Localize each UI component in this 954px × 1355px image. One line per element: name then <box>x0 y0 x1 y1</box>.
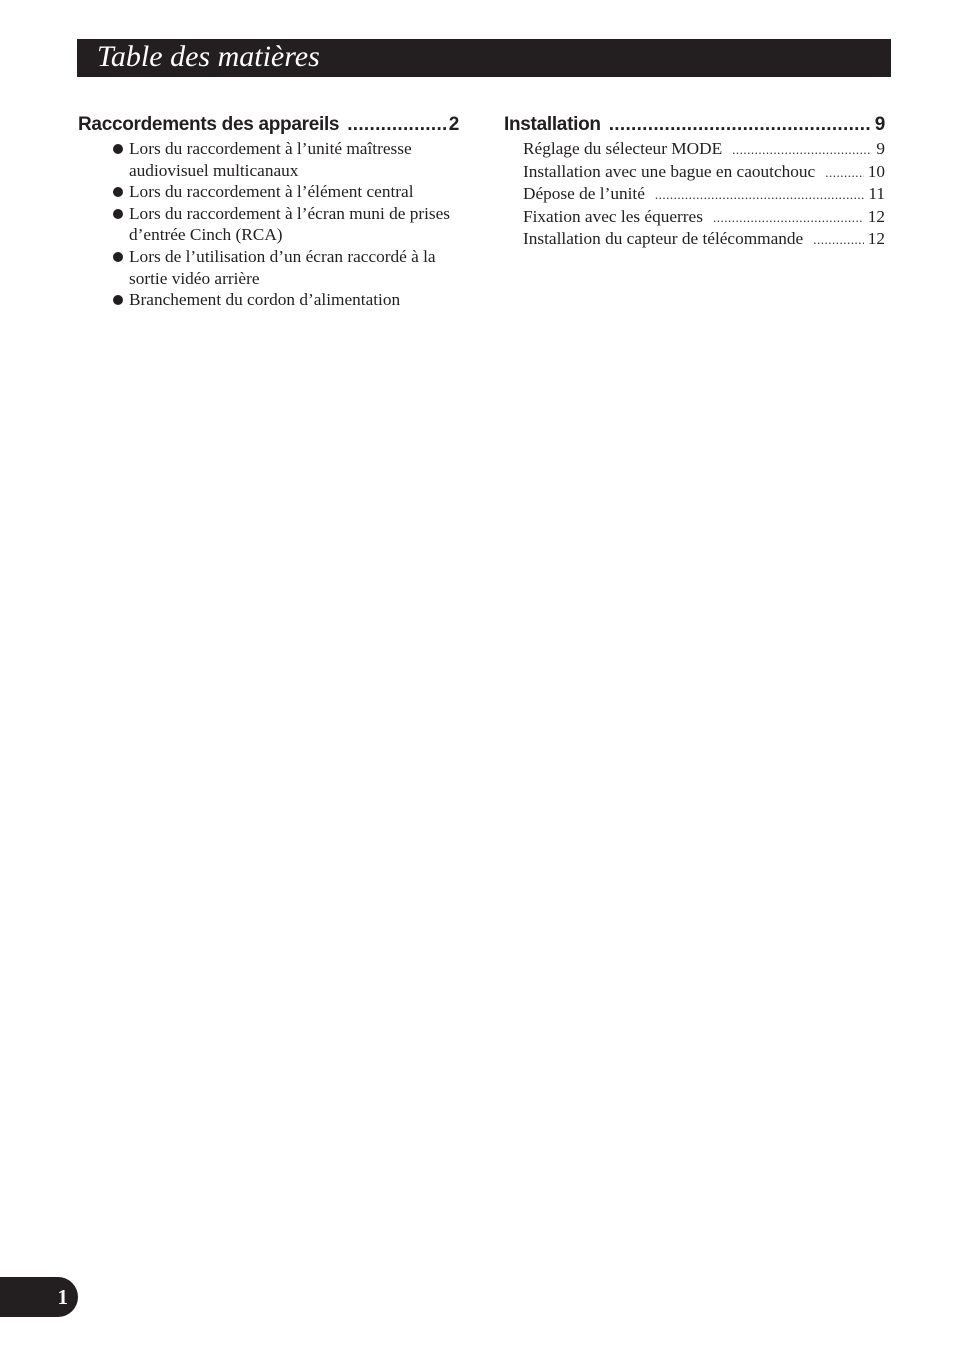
list-item-text: Lors du raccordement à l’élément central <box>129 182 414 202</box>
list-item[interactable] <box>129 181 459 203</box>
toc-entry-label: Fixation avec les équerres <box>523 206 703 226</box>
list-item[interactable] <box>129 138 459 181</box>
page-number-tab <box>0 1277 78 1317</box>
bullet-icon <box>113 209 123 219</box>
toc-entry[interactable] <box>523 138 885 161</box>
toc-entry-label: Réglage du sélecteur MODE <box>523 139 723 158</box>
list-item[interactable] <box>129 203 459 246</box>
toc-entry-page: 12 <box>867 229 885 249</box>
toc-entry[interactable] <box>523 183 885 206</box>
dot-leader <box>732 139 872 161</box>
list-item[interactable] <box>129 246 459 289</box>
dot-leader <box>609 112 872 138</box>
bullet-icon <box>113 144 123 154</box>
toc-entry-page: 10 <box>867 161 885 181</box>
toc-heading-raccordements[interactable] <box>78 112 459 138</box>
toc-heading-page: 9 <box>874 114 885 135</box>
toc-heading-installation[interactable] <box>504 112 885 138</box>
dot-leader <box>347 112 446 138</box>
dot-leader <box>813 229 863 251</box>
toc-column-left <box>78 112 459 311</box>
bullet-icon <box>113 252 123 262</box>
dot-leader <box>825 162 864 184</box>
toc-entry-list <box>504 138 885 251</box>
bullet-icon <box>113 295 123 305</box>
toc-entry-label: Installation du capteur de télécommande <box>523 229 804 249</box>
toc-entry-page: 12 <box>867 206 885 226</box>
list-item[interactable] <box>129 289 459 311</box>
list-item-text: Lors du raccordement à l’écran muni de prises d’entrée Cinch (RCA) <box>129 203 451 245</box>
bullet-list <box>78 138 459 311</box>
toc-heading-page: 2 <box>448 114 459 135</box>
list-item-text: Lors du raccordement à l’unité maîtresse audiovisuel multicanaux <box>129 139 412 180</box>
toc-heading-label: Installation <box>504 114 601 135</box>
title-bar <box>77 39 891 77</box>
bullet-icon <box>113 187 123 197</box>
toc-entry[interactable] <box>523 161 885 184</box>
list-item-text: Branchement du cordon d’alimentation <box>129 290 401 310</box>
toc-entry-page: 11 <box>868 184 885 204</box>
toc-entry[interactable] <box>523 228 885 251</box>
toc-entry-label: Dépose de l’unité <box>523 184 645 204</box>
page-title: Table des matières <box>97 40 320 73</box>
dot-leader <box>713 207 864 229</box>
page-number: 1 <box>57 1285 68 1309</box>
toc-entry[interactable] <box>523 206 885 229</box>
toc-heading-label: Raccordements des appareils <box>78 114 340 135</box>
toc-column-right <box>504 112 885 251</box>
toc-entry-label: Installation avec une bague en caoutchouc <box>523 161 816 181</box>
toc-entry-page: 9 <box>876 139 885 158</box>
dot-leader <box>655 184 864 206</box>
list-item-text: Lors de l’utilisation d’un écran raccordé à la sortie vidéo arrière <box>129 246 436 288</box>
